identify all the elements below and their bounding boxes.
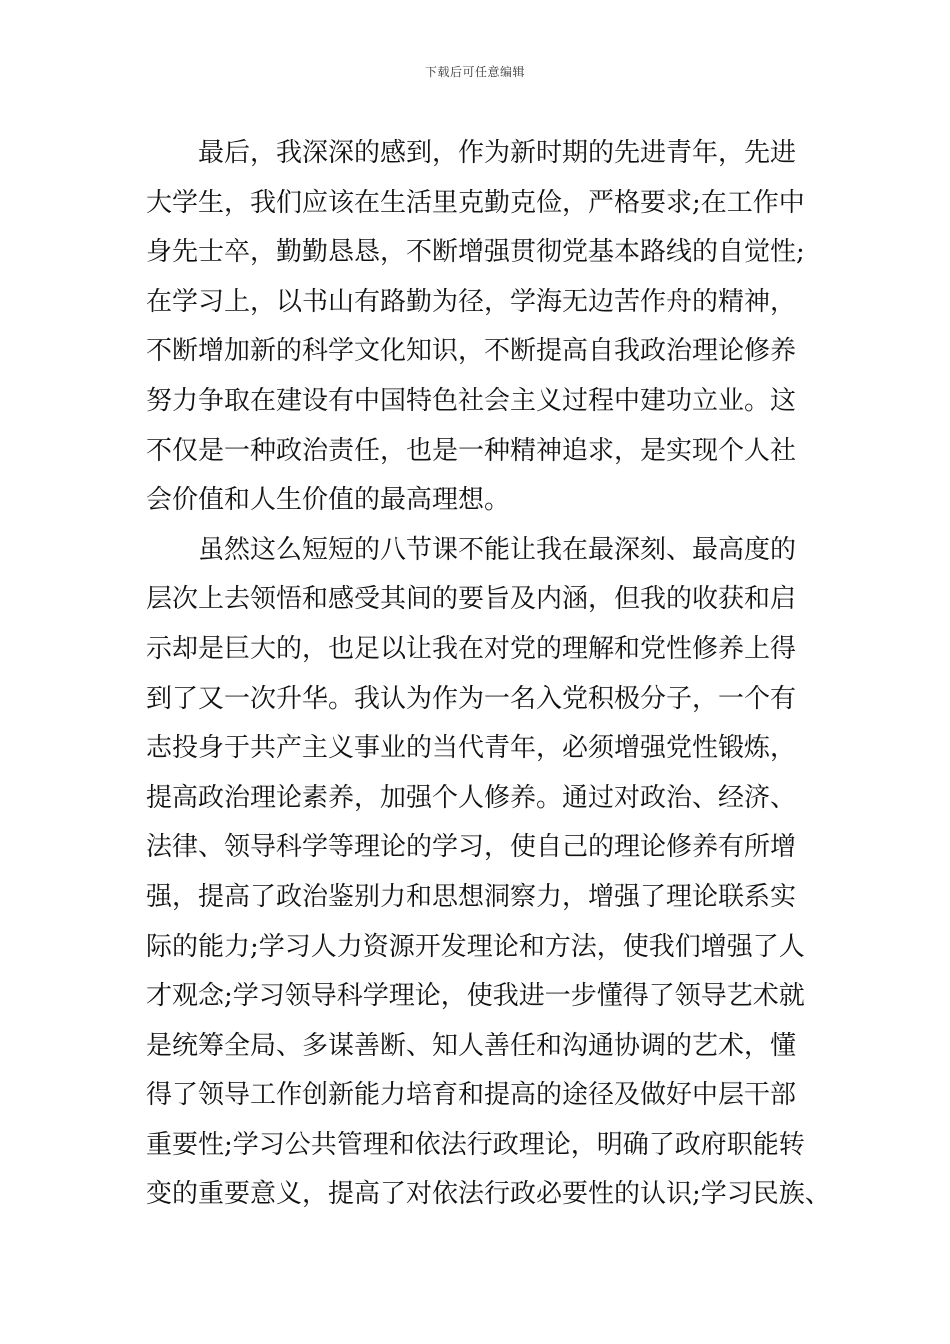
text-line: 示却是巨大的，也足以让我在对党的理解和党性修养上得: [146, 633, 797, 664]
text-line: 志投身于共产主义事业的当代青年，必须增强党性锻炼，: [146, 733, 797, 764]
page-header: 下载后可任意编辑: [424, 65, 525, 79]
text-line: 虽然这么短短的八节课不能让我在最深刻、最高度的: [146, 534, 797, 565]
text-line: 才观念;学习领导科学理论，使我进一步懂得了领导艺术就: [146, 981, 805, 1012]
text-line: 会价值和人生价值的最高理想。: [146, 485, 511, 516]
text-line: 得了领导工作创新能力培育和提高的途径及做好中层干部: [146, 1080, 797, 1111]
text-line: 提高政治理论素养，加强个人修养。通过对政治、经济、: [146, 782, 797, 813]
text-line: 最后，我深深的感到，作为新时期的先进青年，先进: [146, 138, 797, 168]
text-line: 强，提高了政治鉴别力和思想洞察力，增强了理论联系实: [146, 881, 797, 912]
text-line: 际的能力;学习人力资源开发理论和方法，使我们增强了人: [146, 931, 805, 962]
document-body: [146, 129, 831, 1220]
text-line: 到了又一次升华。我认为作为一名入党积极分子，一个有: [146, 683, 797, 714]
text-line: 大学生，我们应该在生活里克勤克俭，严格要求;在工作中: [146, 187, 805, 218]
text-line: 是统筹全局、多谋善断、知人善任和沟通协调的艺术，懂: [146, 1030, 797, 1061]
text-line: 不断增加新的科学文化知识，不断提高自我政治理论修养: [146, 336, 797, 367]
text-line: 法律、领导科学等理论的学习，使自己的理论修养有所增: [146, 832, 797, 863]
text-line: 努力争取在建设有中国特色社会主义过程中建功立业。这: [146, 385, 797, 416]
text-line: 重要性;学习公共管理和依法行政理论，明确了政府职能转: [146, 1129, 805, 1160]
text-line: 在学习上，以书山有路勤为径，学海无边苦作舟的精神，: [146, 286, 797, 317]
text-line: 身先士卒，勤勤恳恳，不断增强贯彻党基本路线的自觉性;: [146, 237, 805, 268]
text-line: 不仅是一种政治责任，也是一种精神追求，是实现个人社: [146, 435, 797, 466]
text-line: 层次上去领悟和感受其间的要旨及内涵，但我的收获和启: [146, 584, 797, 615]
text-line: 变的重要意义，提高了对依法行政必要性的认识;学习民族、: [146, 1179, 831, 1210]
